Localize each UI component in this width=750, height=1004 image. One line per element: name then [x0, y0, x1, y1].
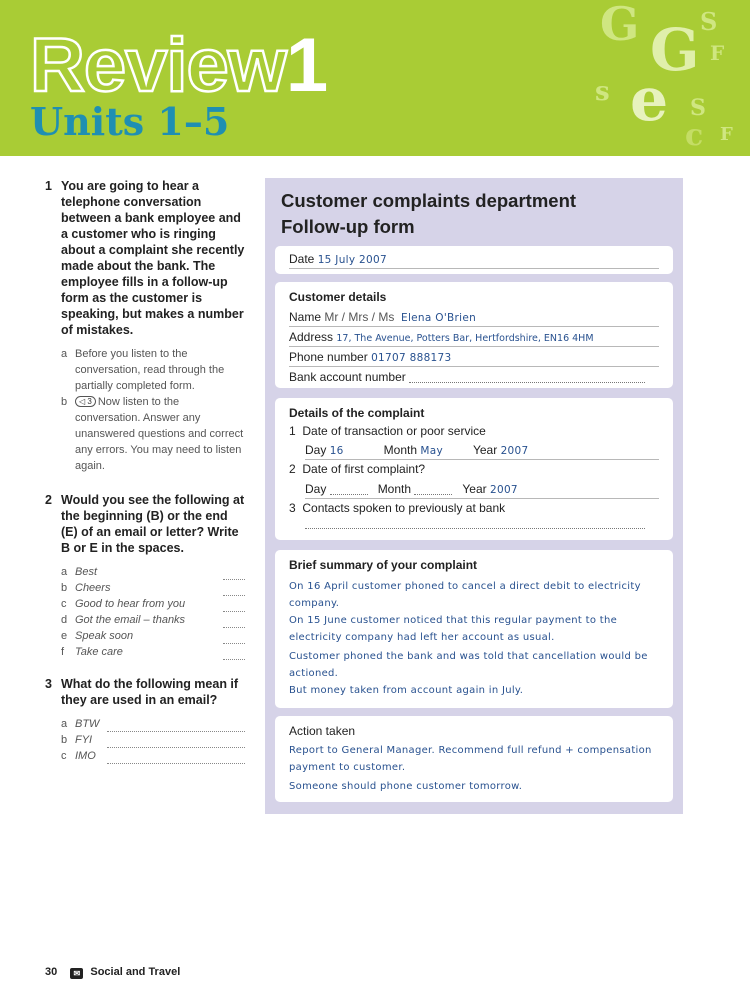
customer-details-box: Customer details Name Mr / Mrs / Ms Elena O'Brien Address 17, The Avenue, Potters Bar, Hertfordshire, EN16 4HM Phone number 01707 888173 Bank account number — [275, 282, 673, 388]
page-footer — [45, 966, 180, 979]
list-item: d Got the email – thanks — [61, 612, 245, 628]
list-item: e Speak soon — [61, 628, 245, 644]
first-complaint-date-field[interactable]: Day Month Year 2007 — [305, 480, 659, 499]
audio-track-icon: ◁ 3 — [75, 396, 96, 407]
page-number: 30 — [45, 966, 58, 978]
list-item: b Cheers — [61, 580, 245, 596]
svg-text:e: e — [630, 65, 669, 135]
phone-field[interactable]: Phone number 01707 888173 — [289, 348, 659, 367]
decorative-letters-graphic — [590, 0, 750, 156]
question-1-step-a: a Before you listen to the conversation, read through the partially completed form. — [61, 348, 225, 392]
summary-paragraph: But money taken from account again in July. — [289, 685, 524, 696]
review-title: Review1 — [30, 23, 328, 108]
account-number-field[interactable]: Bank account number — [289, 368, 659, 386]
svg-text:S: S — [700, 7, 718, 36]
svg-text:G: G — [650, 16, 700, 84]
complaint-details-box: Details of the complaint 1 Date of transaction or poor service Day 16 Month May Year 2007 2 Date of first complaint? Day Month Year 2007 3 Contacts spoken to previously at bank — [275, 398, 673, 540]
name-field[interactable]: Name Mr / Mrs / Ms Elena O'Brien — [289, 308, 659, 327]
list-item: f Take care — [61, 644, 245, 660]
answer-blank[interactable] — [223, 601, 245, 612]
question-1-steps — [61, 346, 245, 474]
list-item: a Best — [61, 564, 245, 580]
question-2-items — [61, 564, 245, 660]
complaint-item-2: 2 Date of first complaint? — [289, 462, 426, 476]
units-subtitle: Units 1–5 — [30, 99, 230, 144]
action-paragraph: Someone should phone customer tomorrow. — [289, 781, 523, 792]
svg-text:c: c — [685, 118, 704, 153]
svg-text:S: S — [690, 95, 706, 121]
svg-text:F: F — [710, 41, 725, 65]
question-2: 2 Would you see the following at the beginning (B) or the end (E) of an email or letter? Write B or E in the spaces. — [45, 493, 245, 555]
svg-text:G: G — [600, 0, 640, 51]
list-item: c Good to hear from you — [61, 596, 245, 612]
list-item: b FYI — [61, 732, 245, 748]
answer-blank[interactable] — [223, 617, 245, 628]
address-field[interactable]: Address 17, The Avenue, Potters Bar, Hertfordshire, EN16 4HM — [289, 328, 659, 347]
action-paragraph: Report to General Manager. Recommend full refund + compensation payment to customer. — [289, 745, 652, 773]
answer-blank[interactable] — [223, 633, 245, 644]
complaint-summary-box: Brief summary of your complaint On 16 April customer phoned to cancel a direct debit to electricity company. On 15 June customer noticed that this regular payment to the electricity company had left her account as usual. Customer phoned the bank and was told that cancellation would be actioned. But money taken from account again in July. — [275, 550, 673, 708]
contacts-field[interactable] — [305, 514, 659, 532]
exercises-column — [45, 178, 245, 764]
svg-text:F: F — [720, 124, 733, 145]
book-title: Social and Travel — [90, 966, 181, 978]
question-3: 3 What do the following mean if they are used in an email? — [45, 677, 239, 707]
question-1-step-b: b ◁ 3 Now listen to the conversation. Answer any unanswered questions and correct any errors. You may need to listen again. — [61, 396, 244, 472]
answer-blank[interactable] — [223, 649, 245, 660]
list-item: a BTW — [61, 716, 245, 732]
list-item: c IMO — [61, 748, 245, 764]
complaint-item-3: 3 Contacts spoken to previously at bank — [289, 501, 506, 515]
answer-blank[interactable] — [223, 569, 245, 580]
svg-text:s: s — [595, 77, 610, 107]
complaint-item-1: 1 Date of transaction or poor service — [289, 424, 486, 438]
answer-blank[interactable] — [107, 737, 245, 748]
form-title: Customer complaints department Follow-up form — [281, 190, 577, 237]
date-box — [275, 246, 673, 274]
book-logo-icon: ✉ — [70, 968, 83, 979]
page-header — [0, 0, 750, 156]
answer-blank[interactable] — [107, 753, 245, 764]
follow-up-form — [265, 178, 683, 814]
answer-blank[interactable] — [107, 721, 245, 732]
transaction-date-field[interactable]: Day 16 Month May Year 2007 — [305, 441, 659, 460]
action-taken-box: Action taken Report to General Manager. Recommend full refund + compensation payment to customer. Someone should phone customer tomorrow. — [275, 716, 673, 802]
summary-paragraph: On 15 June customer noticed that this regular payment to the electricity company had left her account as usual. — [289, 615, 618, 643]
question-3-items — [61, 716, 245, 764]
summary-paragraph: On 16 April customer phoned to cancel a direct debit to electricity company. — [289, 581, 641, 609]
question-1: 1 You are going to hear a telephone conversation between a bank employee and a customer who is ringing about a complaint she recently made about the bank. The employee fills in a follow-up form as the customer is speaking, but makes a number of mistakes. — [45, 179, 245, 337]
answer-blank[interactable] — [223, 585, 245, 596]
summary-paragraph: Customer phoned the bank and was told that cancellation would be actioned. — [289, 651, 648, 679]
date-field[interactable]: Date 15 July 2007 — [289, 250, 659, 269]
